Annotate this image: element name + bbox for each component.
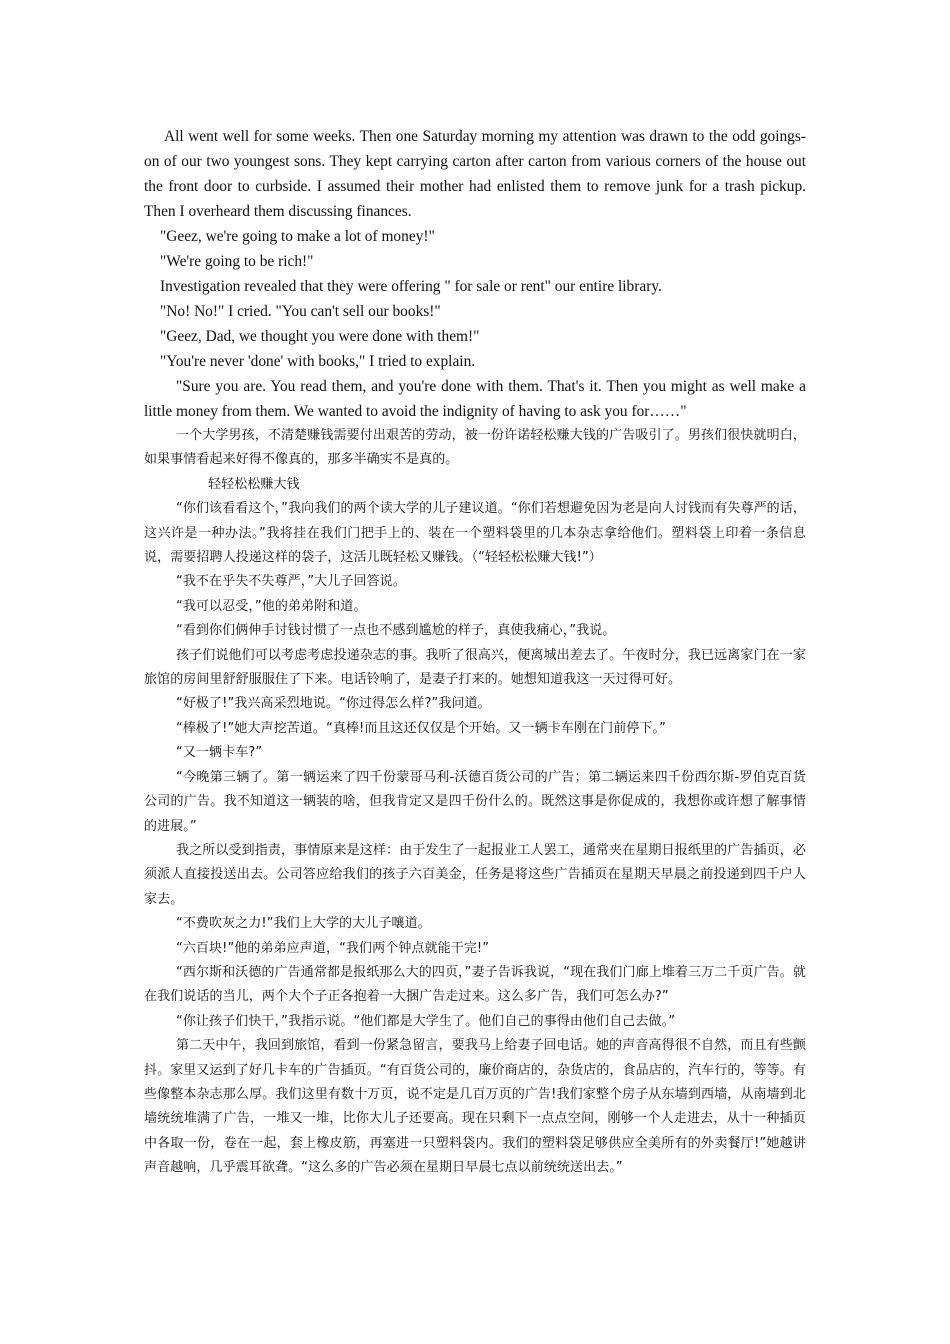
chinese-paragraph-15: 第二天中午，我回到旅馆，看到一份紧急留言，要我马上给妻子回电话。她的声音高得很不自然，而且有些颤抖。家里又运到了好几卡车的广告插页。“有百货公司的，廉价商店的，杂货店的，食品店的，汽车行的，等等。有些像整本杂志那么厚。我们这里有数十万页，说不定是几百万页的广告!我们家整个房子从东墙到西墙，从南墙到北墙统统堆满了广告，一堆又一堆，比你大儿子还要高。现在只剩下一点点空间，刚够一个人走进去，从十一种插页中各取一份，卷在一起，套上橡皮筋，再塞进一只塑料袋内。我们的塑料袋足够供应全美所有的外卖餐厅!”她越讲声音越响，几乎震耳欲聋。“这么多的广告必须在星期日早晨七点以前统统送出去。” [144,1038,806,1176]
chinese-passage [144,424,806,1181]
english-paragraph-8: "Sure you are. You read them, and you're done with them. That's it. Then you might as well make a little money from them. We wanted to avoid the indignity of having to ask you for……" [144,378,806,420]
english-paragraph-6: "Geez, Dad, we thought you were done with them!" [160,328,480,345]
english-paragraph-3: "We're going to be rich!" [160,253,314,270]
chinese-paragraph-9: “今晚第三辆了。第一辆运来了四千份蒙哥马利-沃德百货公司的广告；第二辆运来四千份西尔斯-罗伯克百货公司的广告。我不知道这一辆装的啥，但我肯定又是四千份什么的。既然这事是你促成的，我想你或许想了解事情的进展。” [144,769,806,834]
english-paragraph-7: "You're never 'done' with books," I tried to explain. [160,353,476,370]
chinese-paragraph-1: “你们该看看这个，”我向我们的两个读大学的儿子建议道。“你们若想避免因为老是向人讨钱而有失尊严的话，这兴许是一种办法。”我将挂在我们门把手上的、装在一个塑料袋里的几本杂志拿给他们。塑料袋上印着一条信息说，需要招聘人投递这样的袋子，这活儿既轻松又赚钱。（“轻轻松松赚大钱!”） [144,501,806,566]
chinese-paragraph-11: “不费吹灰之力!”我们上大学的大儿子嚷道。 [176,916,431,932]
chinese-intro: 一个大学男孩，不清楚赚钱需要付出艰苦的劳动，被一份许诺轻松赚大钱的广告吸引了。男孩们很快就明白，如果事情看起来好得不像真的，那多半确实不是真的。 [144,428,806,468]
chinese-paragraph-13: “西尔斯和沃德的广告通常都是报纸那么大的四页，”妻子告诉我说，“现在我们门廊上堆着三万二千页广告。就在我们说话的当儿，两个大个子正各抱着一大捆广告走过来。这么多广告，我们可怎么办?” [144,964,806,1005]
english-passage [144,124,806,424]
english-paragraph-5: "No! No!" I cried. "You can't sell our books!" [160,303,441,320]
document-page [144,124,806,1181]
english-paragraph-4: Investigation revealed that they were offering " for sale or rent" our entire library. [160,278,662,295]
chinese-paragraph-3: “我可以忍受，”他的弟弟附和道。 [176,598,367,614]
chinese-paragraph-7: “棒极了!”她大声挖苦道。“真棒!而且这还仅仅是个开始。又一辆卡车刚在门前停下。” [176,720,666,736]
chinese-paragraph-10: 我之所以受到指责，事情原来是这样：由于发生了一起报业工人罢工，通常夹在星期日报纸里的广告插页，必须派人直接投送出去。公司答应给我们的孩子六百美金，任务是将这些广告插页在星期天早晨之前投递到四千户人家去。 [144,842,806,907]
chinese-paragraph-5: 孩子们说他们可以考虑考虑投递杂志的事。我听了很高兴，便离城出差去了。午夜时分，我已远离家门在一家旅馆的房间里舒舒服服住了下来。电话铃响了，是妻子打来的。她想知道我这一天过得可好。 [144,647,806,688]
chinese-title: 轻轻松松赚大钱 [208,476,300,492]
english-paragraph-2: "Geez, we're going to make a lot of money!" [160,228,435,245]
chinese-paragraph-4: “看到你们俩伸手讨钱讨惯了一点也不感到尴尬的样子，真使我痛心，”我说。 [176,623,616,639]
chinese-paragraph-14: “你让孩子们快干，”我指示说。“他们都是大学生了。他们自己的事得由他们自己去做。” [176,1013,676,1029]
chinese-paragraph-6: “好极了!”我兴高采烈地说。“你过得怎么样?”我问道。 [176,696,491,712]
chinese-paragraph-2: “我不在乎失不失尊严，”大儿子回答说。 [176,574,406,590]
chinese-paragraph-8: “又一辆卡车?” [176,745,263,761]
chinese-paragraph-12: “六百块!”他的弟弟应声道，“我们两个钟点就能干完!” [176,940,490,956]
english-paragraph-1: All went well for some weeks. Then one Saturday morning my attention was drawn to the odd goings-on of our two youngest sons. They kept carrying carton after carton from various corners of the house out the front door to curbside. I assumed their mother had enlisted them to remove junk for a trash pickup. Then I overheard them discussing finances. [144,128,806,220]
